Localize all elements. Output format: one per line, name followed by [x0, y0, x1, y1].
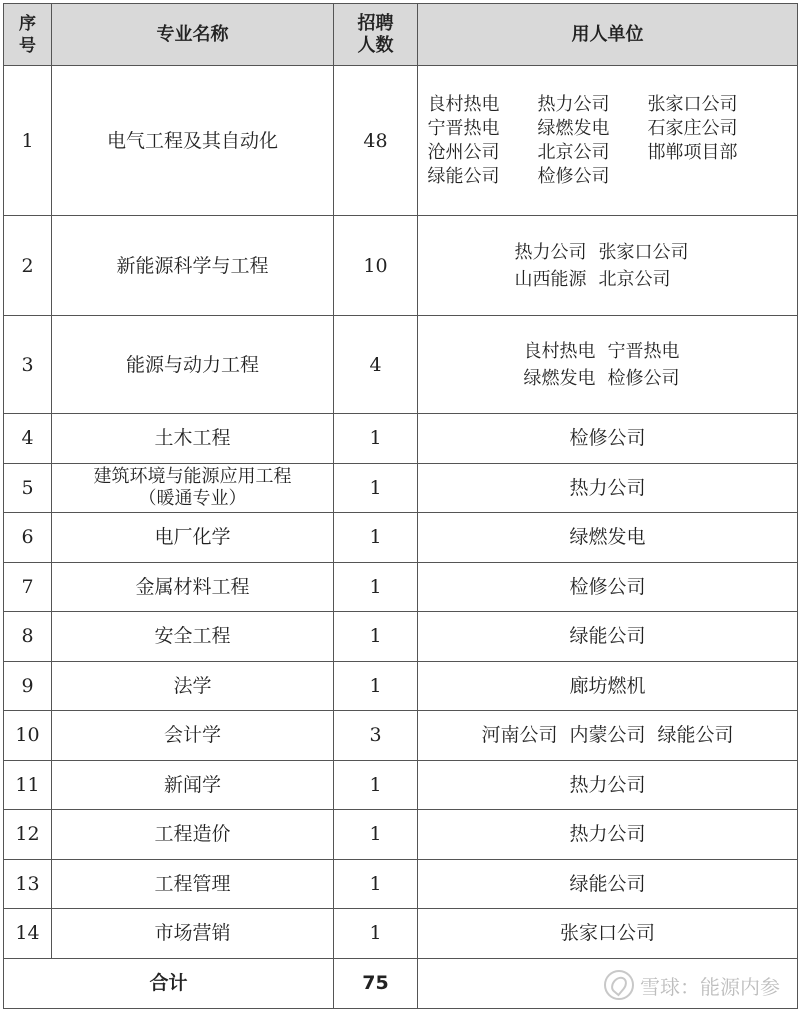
row-seq: 3 [4, 316, 52, 414]
row-seq: 14 [4, 909, 52, 959]
row-units: 绿燃发电 [418, 513, 798, 563]
row-count: 1 [334, 612, 418, 662]
table-row [4, 810, 798, 860]
row-units: 热力公司 [418, 760, 798, 810]
row-major: 法学 [52, 661, 334, 711]
row-count: 10 [334, 216, 418, 316]
row-count: 1 [334, 909, 418, 959]
table-row [4, 513, 798, 563]
table-row [4, 612, 798, 662]
recruitment-table [3, 3, 798, 1009]
row-seq: 1 [4, 66, 52, 216]
table-row [4, 859, 798, 909]
table-row [4, 216, 798, 316]
row-units: 热力公司 [418, 810, 798, 860]
unit-item: 绿燃发电 [537, 117, 610, 139]
row-seq: 4 [4, 414, 52, 464]
header-major: 专业名称 [52, 4, 334, 66]
row-major: 工程管理 [52, 859, 334, 909]
row-count: 1 [334, 760, 418, 810]
table-row [4, 463, 798, 513]
table-header-row [4, 4, 798, 66]
row-count: 1 [334, 810, 418, 860]
row-units [418, 216, 798, 316]
header-seq: 序号 [4, 4, 52, 66]
row-major: 会计学 [52, 711, 334, 761]
unit-item: 检修公司 [607, 367, 680, 389]
header-count: 招聘人数 [334, 4, 418, 66]
row-count: 1 [334, 513, 418, 563]
unit-item: 宁晋热电 [607, 340, 680, 362]
row-major: 能源与动力工程 [52, 316, 334, 414]
row-units [418, 711, 798, 761]
unit-item: 张家口公司 [647, 93, 738, 115]
table-row [4, 760, 798, 810]
row-seq: 11 [4, 760, 52, 810]
row-units: 绿能公司 [418, 612, 798, 662]
unit-item: 内蒙公司 [569, 724, 646, 747]
row-seq: 7 [4, 562, 52, 612]
row-seq: 5 [4, 463, 52, 513]
row-units: 张家口公司 [418, 909, 798, 959]
table-row [4, 562, 798, 612]
row-seq: 6 [4, 513, 52, 563]
table-row [4, 909, 798, 959]
row-major: 新能源科学与工程 [52, 216, 334, 316]
unit-item: 良村热电 [523, 340, 596, 362]
unit-item: 沧州公司 [427, 141, 500, 163]
row-seq: 2 [4, 216, 52, 316]
row-major: 建筑环境与能源应用工程（暖通专业） [52, 463, 334, 513]
row-major: 土木工程 [52, 414, 334, 464]
row-seq: 9 [4, 661, 52, 711]
unit-item: 邯郸项目部 [647, 141, 738, 163]
row-count: 1 [334, 463, 418, 513]
table-row [4, 711, 798, 761]
watermark [604, 970, 780, 1000]
unit-item: 北京公司 [537, 141, 610, 163]
row-units: 检修公司 [418, 414, 798, 464]
units-list [515, 239, 701, 293]
table-row [4, 316, 798, 414]
row-count: 1 [334, 859, 418, 909]
row-seq: 12 [4, 810, 52, 860]
units-list [524, 338, 692, 392]
unit-item: 热力公司 [514, 241, 587, 263]
row-seq: 8 [4, 612, 52, 662]
unit-item: 北京公司 [598, 268, 671, 290]
total-count: 75 [334, 958, 418, 1008]
row-major: 电气工程及其自动化 [52, 66, 334, 216]
row-major: 安全工程 [52, 612, 334, 662]
row-seq: 13 [4, 859, 52, 909]
unit-item: 绿能公司 [657, 724, 734, 747]
row-major: 金属材料工程 [52, 562, 334, 612]
row-major: 新闻学 [52, 760, 334, 810]
unit-item: 绿能公司 [427, 165, 500, 187]
unit-item: 张家口公司 [598, 241, 689, 263]
row-count: 1 [334, 661, 418, 711]
row-count: 1 [334, 562, 418, 612]
row-units: 检修公司 [418, 562, 798, 612]
unit-item: 宁晋热电 [427, 117, 500, 139]
units-list [418, 723, 797, 747]
row-major: 市场营销 [52, 909, 334, 959]
row-units: 绿能公司 [418, 859, 798, 909]
table-row [4, 414, 798, 464]
units-list [418, 93, 797, 189]
row-seq: 10 [4, 711, 52, 761]
table-row [4, 66, 798, 216]
unit-item: 热力公司 [537, 93, 610, 115]
unit-item: 石家庄公司 [647, 117, 738, 139]
row-major: 电厂化学 [52, 513, 334, 563]
row-units [418, 316, 798, 414]
unit-item: 检修公司 [537, 165, 610, 187]
table-row [4, 661, 798, 711]
row-count: 1 [334, 414, 418, 464]
unit-item: 良村热电 [427, 93, 500, 115]
row-units [418, 66, 798, 216]
row-units: 廊坊燃机 [418, 661, 798, 711]
header-units: 用人单位 [418, 4, 798, 66]
row-major: 工程造价 [52, 810, 334, 860]
snowball-logo-icon [604, 970, 634, 1000]
unit-item: 山西能源 [514, 268, 587, 290]
row-count: 3 [334, 711, 418, 761]
unit-item: 绿燃发电 [523, 367, 596, 389]
watermark-text: 雪球：能源内参 [640, 974, 780, 999]
total-label: 合计 [4, 958, 334, 1008]
unit-item: 河南公司 [481, 724, 558, 747]
row-count: 48 [334, 66, 418, 216]
row-count: 4 [334, 316, 418, 414]
row-units: 热力公司 [418, 463, 798, 513]
